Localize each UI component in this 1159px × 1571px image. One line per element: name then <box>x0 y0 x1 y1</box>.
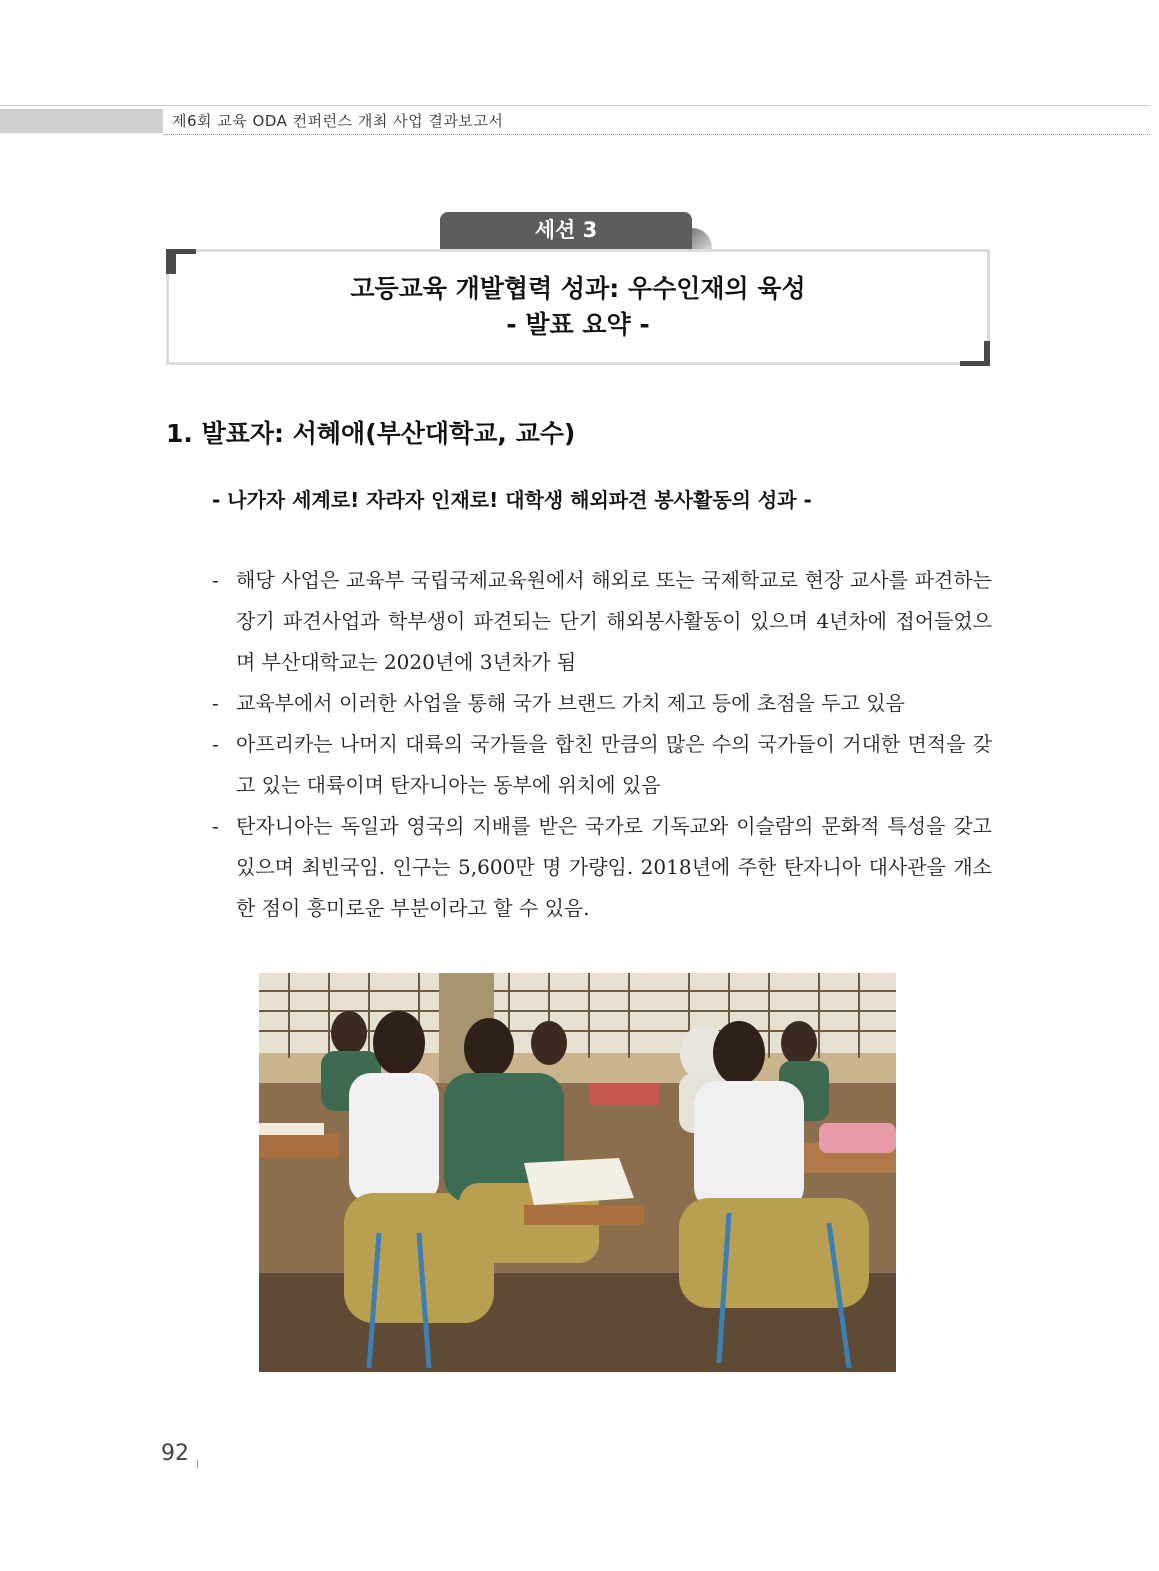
bullet-item <box>212 724 992 806</box>
header-rule-bottom <box>163 134 1150 135</box>
title-box-corner-bottom-right-bar <box>960 361 990 366</box>
bullet-text: 탄자니아는 독일과 영국의 지배를 받은 국가로 기독교와 이슬람의 문화적 특성을 갖고 있으며 최빈국임. 인구는 5,600만 명 가량임. 2018년에 주한 탄자니아 대사관을 개소한 점이 흥미로운 부분이라고 할 수 있음. <box>236 814 992 920</box>
page-number-tick <box>197 1460 198 1468</box>
summary-bullet-list <box>212 560 992 929</box>
bullet-item <box>212 560 992 683</box>
session-tab: 세션 3 <box>440 212 692 249</box>
page-number: 92 <box>161 1441 189 1466</box>
title-box <box>166 249 990 365</box>
header-grey-block <box>0 109 163 133</box>
bullet-item <box>212 683 992 724</box>
bullet-text: 교육부에서 이러한 사업을 통해 국가 브랜드 가치 제고 등에 초점을 두고 있음 <box>236 691 905 715</box>
bullet-dash: - <box>212 732 219 756</box>
session-title: 고등교육 개발협력 성과: 우수인재의 육성 <box>350 274 806 303</box>
bullet-dash: - <box>212 568 219 592</box>
running-header-title: 제6회 교육 ODA 컨퍼런스 개최 사업 결과보고서 <box>172 112 504 130</box>
section-heading: 1. 발표자: 서혜애(부산대학교, 교수) <box>166 419 576 448</box>
bullet-dash: - <box>212 814 219 838</box>
bullet-dash: - <box>212 691 219 715</box>
session-subtitle: - 발표 요약 - <box>506 310 650 339</box>
bullet-item <box>212 806 992 929</box>
bullet-text: 해당 사업은 교육부 국립국제교육원에서 해외로 또는 국제학교로 현장 교사를 파견하는 장기 파견사업과 학부생이 파견되는 단기 해외봉사활동이 있으며 4년차에 접어들었으며 부산대학교는 2020년에 3년차가 됨 <box>236 568 992 674</box>
title-box-corner-top-left-bar <box>166 249 196 254</box>
bullet-text: 아프리카는 나머지 대륙의 국가들을 합친 만큼의 많은 수의 국가들이 거대한 면적을 갖고 있는 대륙이며 탄자니아는 동부에 위치에 있음 <box>236 732 992 797</box>
session-tab-curl <box>692 228 712 249</box>
presentation-subtitle: - 나가자 세계로! 자라자 인재로! 대학생 해외파견 봉사활동의 성과 - <box>212 488 812 512</box>
header-rule-top <box>0 105 1150 106</box>
classroom-photo <box>259 973 896 1372</box>
